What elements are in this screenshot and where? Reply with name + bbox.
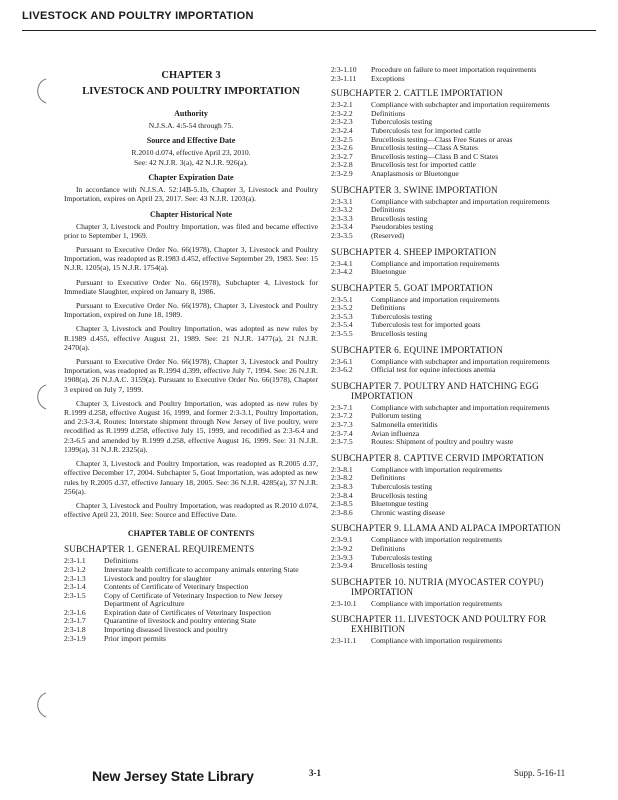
binder-hole-mark bbox=[30, 76, 52, 106]
expiration-heading: Chapter Expiration Date bbox=[148, 173, 234, 183]
section-title: Brucellosis testing—Class B and C States bbox=[371, 151, 499, 161]
section-title: Compliance with importation requirements bbox=[371, 535, 502, 545]
history-paragraph: Chapter 3, Livestock and Poultry Importation, was readopted as R.2005 d.37, effective December 17, 2004. Subchapter 5, Goat Importation, was adopted as new rules by R.2005 d.37, effective January 18, 2005. See: 36 N.J.R. 4285(a), 37 N.J.R. 256(a). bbox=[64, 459, 318, 496]
chapter-title: LIVESTOCK AND POULTRY IMPORTATION bbox=[82, 86, 300, 97]
running-header: LIVESTOCK AND POULTRY IMPORTATION bbox=[22, 10, 254, 22]
section-title: Tuberculosis testing bbox=[371, 117, 433, 127]
section-title: Brucellosis testing bbox=[371, 213, 428, 223]
section-number: 2:3-1.11 bbox=[331, 73, 357, 83]
section-title: (Reserved) bbox=[371, 230, 405, 240]
section-number: 2:3-3.2 bbox=[331, 205, 353, 215]
subchapter-sections bbox=[64, 557, 318, 643]
section-title: Official test for equine infectious anemia bbox=[371, 365, 496, 375]
section-title: Definitions bbox=[371, 108, 406, 118]
section-number: 2:3-6.2 bbox=[331, 365, 353, 375]
section-title: Anaplasmosis or Bluetongue bbox=[371, 168, 459, 178]
section-number: 2:3-1.9 bbox=[64, 633, 86, 643]
section-number: 2:3-1.5 bbox=[64, 590, 86, 600]
section-number: 2:3-8.1 bbox=[331, 464, 353, 474]
section-title: Avian influenza bbox=[371, 428, 420, 438]
section-title: Routes: Shipment of poultry and poultry waste bbox=[371, 437, 514, 447]
section-number: 2:3-3.1 bbox=[331, 196, 353, 206]
subchapter-heading: SUBCHAPTER 8. CAPTIVE CERVID IMPORTATION bbox=[331, 452, 545, 463]
section-title: Compliance with importation requirements bbox=[371, 464, 502, 474]
section-number: 2:3-5.4 bbox=[331, 320, 353, 330]
section-number: 2:3-4.1 bbox=[331, 258, 353, 268]
section-number: 2:3-7.1 bbox=[331, 402, 353, 412]
section-title: Definitions bbox=[371, 543, 406, 553]
toc-row bbox=[64, 635, 318, 644]
section-title: Compliance with subchapter and importation requirements bbox=[371, 356, 550, 366]
page-number: 3-1 bbox=[309, 768, 321, 778]
section-number: 2:3-5.2 bbox=[331, 303, 353, 313]
history-paragraph: Pursuant to Executive Order No. 66(1978), Chapter 3, Livestock and Poultry Importation, was readopted as R.1994 d.399, effective July 7, 1994. See: 26 N.J.R. 1908(a), 26 N.J.A.C. 3159(a). Pursuant to Executive Order No. 66(1978), Chapter 3 expired on July 7, 1999. bbox=[64, 357, 318, 394]
section-number: 2:3-3.3 bbox=[331, 213, 353, 223]
toc-row bbox=[331, 330, 593, 339]
section-number: 2:3-9.1 bbox=[331, 535, 353, 545]
section-number: 2:3-1.7 bbox=[64, 616, 86, 626]
toc-row bbox=[331, 637, 593, 646]
section-number: 2:3-1.3 bbox=[64, 573, 86, 583]
supplement-date: Supp. 5-16-11 bbox=[514, 768, 566, 778]
section-title: Compliance with subchapter and importation requirements bbox=[371, 402, 550, 412]
section-number: 2:3-1.4 bbox=[64, 582, 86, 592]
toc-row bbox=[64, 626, 318, 635]
section-title: Compliance with importation requirements bbox=[371, 636, 502, 646]
section-title: Prior import permits bbox=[104, 633, 167, 643]
section-number: 2:3-7.2 bbox=[331, 411, 353, 421]
source-text: R.2010 d.074, effective April 23, 2010. bbox=[131, 148, 251, 158]
section-number: 2:3-11.1 bbox=[331, 636, 357, 646]
subchapter-heading: SUBCHAPTER 5. GOAT IMPORTATION bbox=[331, 282, 493, 293]
section-title: Compliance with subchapter and importation requirements bbox=[371, 100, 550, 110]
section-title: Quarantine of livestock and poultry entering State bbox=[104, 616, 256, 626]
section-title: Tuberculosis testing bbox=[371, 482, 433, 491]
section-title: Exceptions bbox=[371, 73, 405, 83]
source-heading: Source and Effective Date bbox=[146, 136, 236, 146]
section-number: 2:3-7.5 bbox=[331, 437, 353, 447]
section-title: Expiration date of Certificates of Veterinary Inspection bbox=[104, 607, 271, 617]
section-title: Pseudorabies testing bbox=[371, 222, 434, 232]
history-paragraph: Chapter 3, Livestock and Poultry Importation, was readopted as R.2010 d.074, effective April 23, 2010. See: Source and Effective Date. bbox=[64, 500, 318, 520]
section-title: Bluetongue bbox=[371, 267, 407, 277]
section-number: 2:3-3.4 bbox=[331, 222, 353, 232]
section-title: Tuberculosis test for imported cattle bbox=[371, 125, 481, 135]
subchapter-heading: SUBCHAPTER 7. POULTRY AND HATCHING EGG IMPORTATION bbox=[331, 380, 539, 401]
section-title: Salmonella enteritidis bbox=[371, 420, 438, 430]
history-paragraph: Pursuant to Executive Order No. 66(1978), Subchapter 4, Livestock for Immediate Slaughter, expired on January 8, 1986. bbox=[64, 277, 318, 296]
section-title: Brucellosis testing—Class A States bbox=[371, 143, 478, 153]
section-number: 2:3-8.5 bbox=[331, 499, 353, 509]
section-title: Copy of Certificate of Veterinary Inspection to New Jersey Department of Agriculture bbox=[104, 590, 283, 609]
section-number: 2:3-6.1 bbox=[331, 356, 353, 366]
section-number: 2:3-2.5 bbox=[331, 134, 353, 144]
section-number: 2:3-2.1 bbox=[331, 100, 353, 110]
binder-hole-mark bbox=[30, 690, 52, 720]
library-logo: New Jersey State Library bbox=[92, 768, 254, 784]
history-heading: Chapter Historical Note bbox=[149, 209, 233, 219]
toc-row bbox=[331, 562, 593, 571]
section-title: Brucellosis test for imported cattle bbox=[371, 160, 477, 170]
subchapter-heading: SUBCHAPTER 3. SWINE IMPORTATION bbox=[331, 184, 498, 195]
section-number: 2:3-7.4 bbox=[331, 428, 353, 438]
toc-row bbox=[331, 509, 593, 518]
section-title: Interstate health certificate to accompany animals entering State bbox=[104, 564, 299, 574]
section-title: Tuberculosis testing bbox=[371, 311, 433, 321]
right-column bbox=[331, 66, 593, 646]
section-number: 2:3-2.8 bbox=[331, 160, 353, 170]
section-title: Brucellosis testing bbox=[371, 561, 428, 571]
section-title: Brucellosis testing bbox=[371, 329, 428, 339]
section-title: Livestock and poultry for slaughter bbox=[104, 573, 212, 583]
subchapter-heading: SUBCHAPTER 6. EQUINE IMPORTATION bbox=[331, 344, 503, 355]
section-title: Definitions bbox=[371, 205, 406, 215]
toc-row bbox=[331, 438, 593, 447]
authority-text: N.J.S.A. 4:5-54 through 75. bbox=[148, 121, 234, 130]
section-number: 2:3-1.10 bbox=[331, 65, 357, 74]
section-number: 2:3-1.8 bbox=[64, 625, 86, 635]
subchapter-heading: SUBCHAPTER 2. CATTLE IMPORTATION bbox=[331, 88, 503, 99]
section-number: 2:3-10.1 bbox=[331, 598, 357, 608]
toc-row bbox=[331, 75, 593, 84]
expiration-text: In accordance with N.J.S.A. 52:14B-5.1b, Chapter 3, Livestock and Poultry Importation, expires on April 23, 2017. See: 43 N.J.R. 1203(a). bbox=[64, 185, 318, 204]
history-paragraph: Chapter 3, Livestock and Poultry Importation, was adopted as new rules by R.1999 d.258, effective August 16, 1999, and former 2:3-3.1, Poultry Importation, and 2:3-3.4, Routes: Interstate shipment through New Jersey of live poultry, were recodified as R.1999 d.258, effective July 15, 1999, and recodified as 2:3-6.4 and 2:3-6.5 and amended by R.1999 d.258, effective August 16, 1999. See: 31 N.J.R. 1399(a), 31 N.J.R. 2325(a). bbox=[64, 398, 318, 454]
subchapter-heading: SUBCHAPTER 11. LIVESTOCK AND POULTRY FOR EXHIBITION bbox=[331, 614, 547, 635]
subchapter-heading: SUBCHAPTER 10. NUTRIA (MYOCASTER COYPU) IMPORTATION bbox=[331, 576, 544, 597]
source-citation: See: 42 N.J.R. 3(a), 42 N.J.R. 926(a). bbox=[134, 157, 248, 167]
section-number: 2:3-2.2 bbox=[331, 108, 353, 118]
history-paragraph: Chapter 3, Livestock and Poultry Importation, was adopted as new rules by R.1989 d.455, effective August 21, 1989. See: 21 N.J.R. 1477(a), 21 N.J.R. 2470(a). bbox=[64, 324, 318, 352]
section-title: Brucellosis testing bbox=[371, 490, 428, 500]
section-number: 2:3-7.3 bbox=[331, 420, 353, 430]
history-notes bbox=[64, 222, 318, 520]
section-title: Contents of Certificate of Veterinary Inspection bbox=[104, 582, 249, 592]
section-number: 2:3-2.7 bbox=[331, 151, 353, 161]
section-number: 2:3-8.3 bbox=[331, 482, 353, 491]
subchapter-heading: SUBCHAPTER 4. SHEEP IMPORTATION bbox=[331, 246, 497, 257]
section-title: Definitions bbox=[371, 473, 406, 483]
toc-title: CHAPTER TABLE OF CONTENTS bbox=[127, 529, 255, 539]
history-paragraph: Pursuant to Executive Order No. 66(1978), Chapter 3, Livestock and Poultry Importation, was readopted as R.1983 d.452, effective September 29, 1983. See: 15 N.J.R. 1205(a), 15 N.J.R. 1754(a). bbox=[64, 245, 318, 273]
section-number: 2:3-2.9 bbox=[331, 168, 353, 178]
section-title: Procedure on failure to meet importation requirements bbox=[371, 65, 537, 74]
chapter-number: CHAPTER 3 bbox=[161, 70, 221, 81]
authority-heading: Authority bbox=[174, 109, 208, 118]
section-number: 2:3-2.6 bbox=[331, 143, 353, 153]
section-title: Brucellosis testing—Class Free States or areas bbox=[371, 134, 513, 144]
section-title: Tuberculosis testing bbox=[371, 552, 433, 562]
history-paragraph: Chapter 3, Livestock and Poultry Importation, was filed and became effective prior to September 1, 1969. bbox=[64, 221, 318, 240]
subchapter-heading: SUBCHAPTER 9. LLAMA AND ALPACA IMPORTATION bbox=[331, 523, 561, 534]
section-title: Pullorum testing bbox=[371, 411, 422, 421]
toc-row bbox=[331, 170, 593, 179]
subchapter-heading: SUBCHAPTER 1. GENERAL REQUIREMENTS bbox=[64, 544, 255, 555]
section-number: 2:3-5.3 bbox=[331, 311, 353, 321]
section-title: Tuberculosis test for imported goats bbox=[371, 320, 481, 330]
section-title: Compliance and importation requirements bbox=[371, 258, 500, 268]
section-title: Importing diseased livestock and poultry bbox=[104, 625, 229, 635]
toc-row bbox=[331, 600, 593, 609]
history-paragraph: Pursuant to Executive Order No. 66(1978), Chapter 3, Livestock and Poultry Importation, expired on June 18, 1989. bbox=[64, 301, 318, 320]
toc-row bbox=[331, 268, 593, 277]
section-title: Compliance with subchapter and importation requirements bbox=[371, 196, 550, 206]
section-title: Definitions bbox=[371, 303, 406, 313]
section-number: 2:3-9.2 bbox=[331, 543, 353, 553]
section-number: 2:3-1.2 bbox=[64, 564, 86, 574]
section-title: Chronic wasting disease bbox=[371, 507, 445, 517]
section-number: 2:3-2.4 bbox=[331, 125, 353, 135]
binder-hole-mark bbox=[30, 382, 52, 412]
section-title: Compliance and importation requirements bbox=[371, 294, 500, 304]
section-title: Compliance with importation requirements bbox=[371, 598, 502, 608]
section-number: 2:3-9.3 bbox=[331, 552, 353, 562]
section-number: 2:3-4.2 bbox=[331, 267, 353, 277]
section-number: 2:3-8.2 bbox=[331, 473, 353, 483]
section-number: 2:3-2.3 bbox=[331, 117, 353, 127]
left-column bbox=[64, 66, 318, 643]
subchapter-sections bbox=[331, 66, 593, 83]
header-rule bbox=[22, 30, 596, 31]
toc-row bbox=[331, 232, 593, 241]
section-number: 2:3-3.5 bbox=[331, 230, 353, 240]
section-number: 2:3-9.4 bbox=[331, 561, 353, 571]
section-number: 2:3-8.6 bbox=[331, 507, 353, 517]
section-number: 2:3-8.4 bbox=[331, 490, 353, 500]
section-number: 2:3-5.5 bbox=[331, 329, 353, 339]
section-number: 2:3-1.1 bbox=[64, 556, 86, 566]
toc-row bbox=[331, 366, 593, 375]
section-number: 2:3-1.6 bbox=[64, 607, 86, 617]
section-title: Bluetongue testing bbox=[371, 499, 429, 509]
toc-subchapters bbox=[331, 88, 593, 646]
section-number: 2:3-5.1 bbox=[331, 294, 353, 304]
toc-row bbox=[64, 592, 318, 609]
section-title: Definitions bbox=[104, 556, 139, 566]
